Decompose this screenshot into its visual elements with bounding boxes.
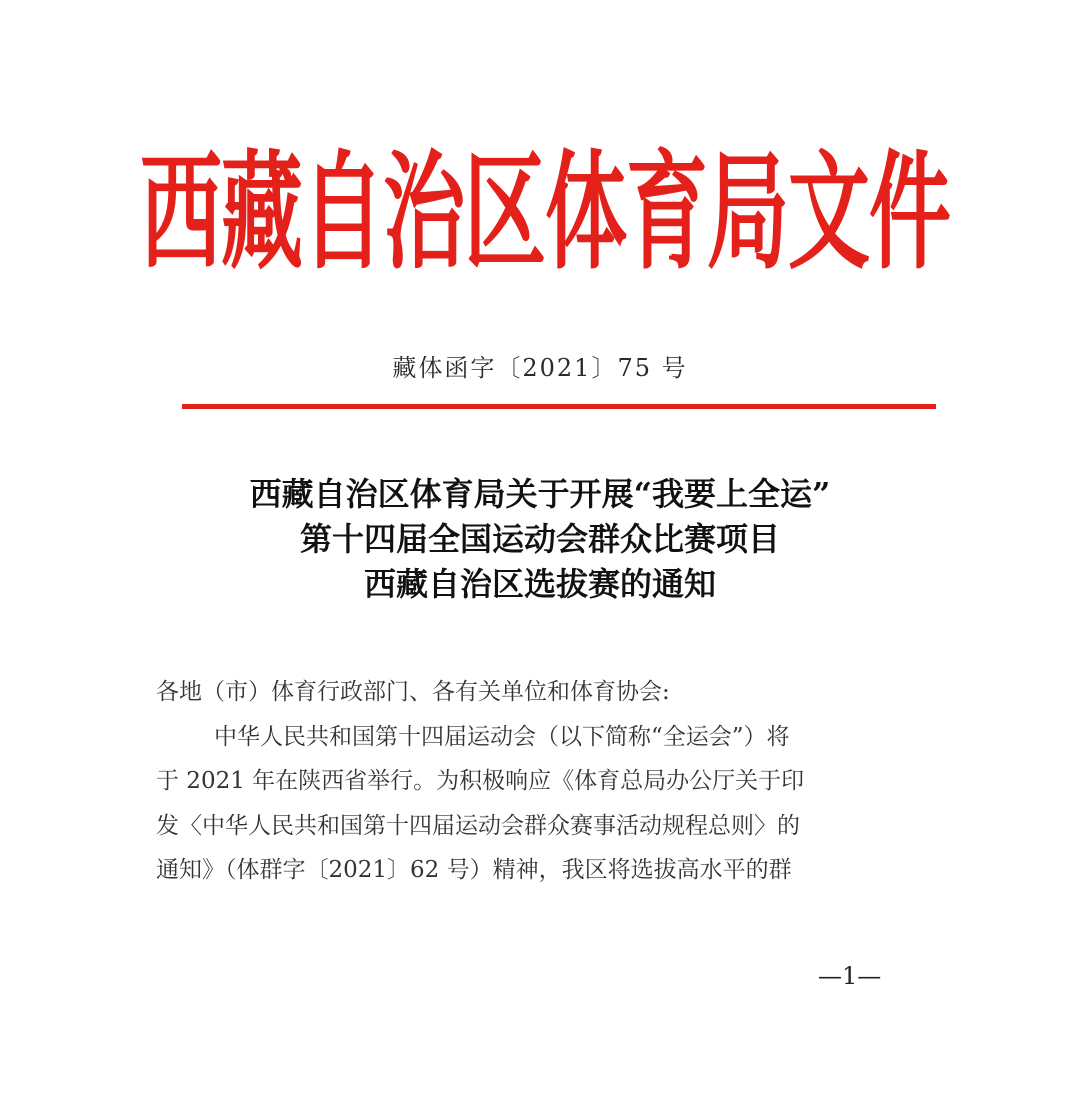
masthead-title: 西藏自治区体育局文件 <box>140 138 951 288</box>
red-divider-line <box>182 404 936 409</box>
document-number: 藏体函字〔2021〕75 号 <box>392 354 688 382</box>
paragraph-line: 于 2021 年在陕西省举行。为积极响应《体育总局办公厅关于印 <box>156 768 805 794</box>
paragraph-line: 中华人民共和国第十四届运动会（以下简称“全运会”）将 <box>214 723 790 750</box>
title-line-3: 西藏自治区选拔赛的通知 <box>363 565 716 603</box>
notice-title <box>0 472 1080 607</box>
page-number: —1— <box>818 962 882 990</box>
paragraph-line: 通知》（体群字〔2021〕62 号）精神，我区将选拔高水平的群 <box>156 857 792 883</box>
paragraph-line: 发〈中华人民共和国第十四届运动会群众赛事活动规程总则〉的 <box>156 812 800 839</box>
body-text <box>156 670 926 893</box>
title-line-1: 西藏自治区体育局关于开展“我要上全运” <box>249 475 831 513</box>
salutation: 各地（市）体育行政部门、各有关单位和体育协会: <box>156 679 670 705</box>
title-line-2: 第十四届全国运动会群众比赛项目 <box>299 520 780 558</box>
